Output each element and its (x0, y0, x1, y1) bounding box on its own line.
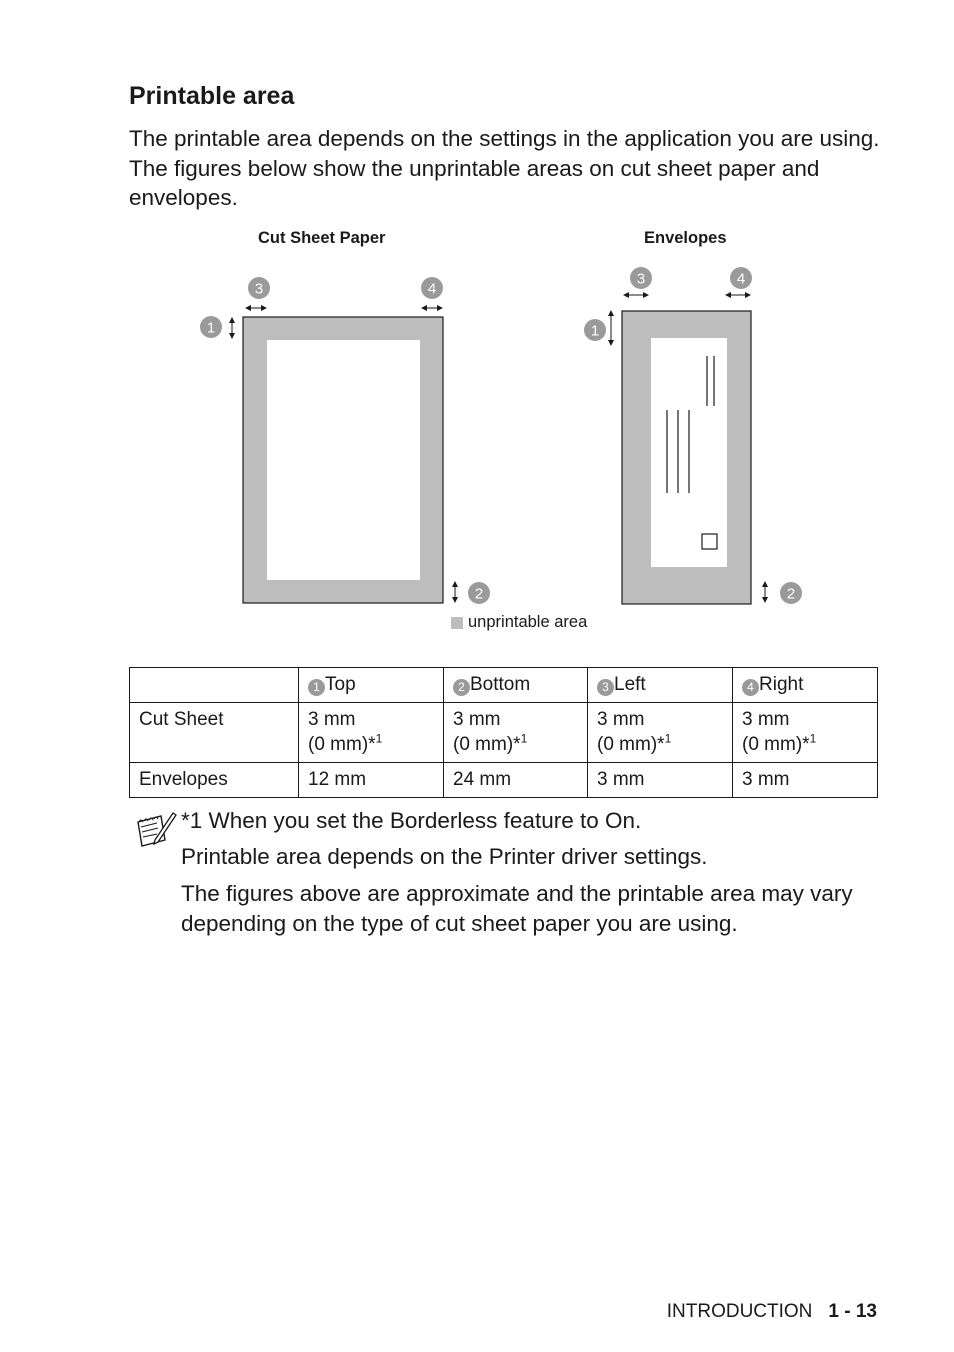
legend-text: unprintable area (468, 613, 588, 631)
footnote-ref: 1 (375, 731, 383, 746)
cut-marker-2 (468, 582, 490, 604)
note-pencil-icon (135, 810, 177, 852)
cell-note: (0 mm)* (742, 734, 810, 755)
header-right-text: Right (759, 674, 804, 695)
header-top-text: Top (325, 674, 356, 695)
cut-marker-1 (200, 316, 222, 338)
printable-area-figure (0, 0, 954, 660)
row-label: Cut Sheet (130, 703, 299, 763)
cut-sheet-diagram (200, 277, 490, 604)
table-header-left (588, 668, 733, 703)
footnote-ref: 1 (664, 731, 672, 746)
footer-page-number: 1 - 13 (828, 1301, 877, 1322)
cut-sheet-printable-area (267, 340, 420, 580)
cell-note: (0 mm)* (308, 734, 376, 755)
legend (451, 613, 587, 632)
note-driver-settings: Printable area depends on the Printer driver settings. (181, 844, 708, 869)
table-header-top (299, 668, 444, 703)
env-marker-2-text: 2 (786, 585, 796, 603)
cut-marker-1-text: 1 (206, 319, 216, 337)
cell-note: (0 mm)* (453, 734, 521, 755)
table-header-row (130, 668, 878, 703)
table-row (130, 703, 878, 763)
cut-marker-4-text: 4 (427, 280, 437, 298)
env-marker-1 (584, 319, 606, 341)
number-4-icon: 4 (742, 679, 759, 696)
page-heading: Printable area (129, 82, 295, 110)
number-1-icon: 1 (308, 679, 325, 696)
page-footer (667, 1301, 877, 1323)
cell-value: 3 mm (308, 709, 356, 730)
margins-table (129, 667, 878, 798)
table-header-bottom (444, 668, 588, 703)
env-marker-4 (730, 267, 752, 289)
table-cell (588, 703, 733, 763)
number-2-icon: 2 (453, 679, 470, 696)
table-cell: 24 mm (444, 763, 588, 798)
table-row (130, 763, 878, 798)
cut-marker-4 (421, 277, 443, 299)
env-marker-4-text: 4 (736, 270, 746, 288)
footnote-ref: 1 (809, 731, 817, 746)
number-3-icon: 3 (597, 679, 614, 696)
cut-marker-2-text: 2 (474, 585, 484, 603)
cut-sheet-label: Cut Sheet Paper (258, 229, 386, 247)
cell-value: 3 mm (742, 709, 790, 730)
table-cell (444, 703, 588, 763)
cell-note: (0 mm)* (597, 734, 665, 755)
env-marker-2 (780, 582, 802, 604)
cut-marker-3 (248, 277, 270, 299)
header-bottom-text: Bottom (470, 674, 531, 695)
footer-section: INTRODUCTION (666, 1301, 813, 1322)
header-left-text: Left (614, 674, 646, 695)
env-marker-3 (630, 267, 652, 289)
envelope-stamp-box (702, 534, 717, 549)
note-footnote: *1 When you set the Borderless feature to On. (181, 808, 642, 833)
table-cell: 3 mm (733, 763, 878, 798)
note-approximate: The figures above are approximate and the printable area may vary depending on the type of cut sheet paper you are using. (181, 881, 853, 936)
table-cell (733, 703, 878, 763)
cell-value: 3 mm (453, 709, 501, 730)
legend-swatch (451, 617, 463, 629)
table-header-empty (130, 668, 299, 703)
cell-value: 3 mm (597, 709, 645, 730)
env-marker-3-text: 3 (636, 270, 646, 288)
env-marker-1-text: 1 (590, 322, 600, 340)
envelope-diagram (584, 267, 802, 604)
table-header-right (733, 668, 878, 703)
table-cell: 12 mm (299, 763, 444, 798)
intro-paragraph: The printable area depends on the settings in the application you are using. The figures below show the unprintable areas on cut sheet paper and envelopes. (129, 126, 880, 210)
footnote-ref: 1 (520, 731, 528, 746)
row-label: Envelopes (130, 763, 299, 798)
envelopes-label: Envelopes (644, 229, 727, 247)
table-cell (299, 703, 444, 763)
cut-marker-3-text: 3 (254, 280, 264, 298)
table-cell: 3 mm (588, 763, 733, 798)
